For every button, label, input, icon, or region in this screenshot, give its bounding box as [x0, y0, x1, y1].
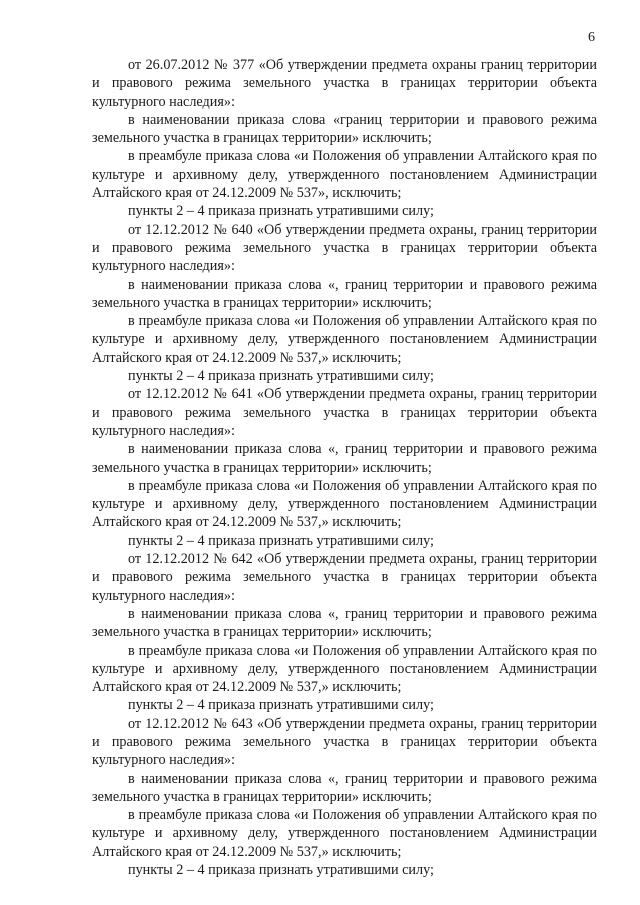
paragraph: от 12.12.2012 № 640 «Об утверждении предмета охраны, границ территории и правового режима земельного участка в границах территории объекта культурного наследия»: [92, 221, 597, 275]
paragraph: в преамбуле приказа слова «и Положения об управлении Алтайского края по культуре и архивному делу, утвержденного постановлением Администрации Алтайского края от 24.12.2009 № 537,» исключить; [92, 807, 597, 860]
paragraph: в наименовании приказа слова «границ территории и правового режима земельного участка в границах территории» исключить; [92, 111, 597, 147]
document-body [92, 56, 597, 879]
paragraph: пункты 2 – 4 приказа признать утратившими силу; [128, 862, 434, 879]
paragraph: от 12.12.2012 № 642 «Об утверждении предмета охраны, границ территории и правового режима земельного участка в границах территории объекта культурного наследия»: [92, 551, 597, 604]
paragraph: от 12.12.2012 № 641 «Об утверждении предмета охраны, границ территории и правового режима земельного участка в границах территории объекта культурного наследия»: [92, 386, 597, 439]
paragraph: пункты 2 – 4 приказа признать утратившими силу; [128, 203, 434, 220]
paragraph: в преамбуле приказа слова «и Положения об управлении Алтайского края по культуре и архивному делу, утвержденного постановлением Администрации Алтайского края от 24.12.2009 № 537», исключить; [92, 148, 597, 202]
paragraph: в наименовании приказа слова «, границ территории и правового режима земельного участка в границах территории» исключить; [92, 605, 597, 641]
paragraph: от 12.12.2012 № 643 «Об утверждении предмета охраны, границ территории и правового режима земельного участка в границах территории объекта культурного наследия»: [92, 715, 597, 769]
paragraph: пункты 2 – 4 приказа признать утратившими силу; [128, 532, 434, 549]
paragraph: пункты 2 – 4 приказа признать утратившими силу; [128, 368, 434, 385]
paragraph: в наименовании приказа слова «, границ территории и правового режима земельного участка в границах территории» исключить; [92, 276, 597, 311]
paragraph: от 26.07.2012 № 377 «Об утверждении предмета охраны границ территории и правового режима земельного участка в границах территории объекта культурного наследия»: [92, 57, 597, 110]
paragraph: в преамбуле приказа слова «и Положения об управлении Алтайского края по культуре и архивному делу, утвержденного постановлением Администрации Алтайского края от 24.12.2009 № 537,» исключить; [92, 477, 597, 531]
paragraph: в преамбуле приказа слова «и Положения об управлении Алтайского края по культуре и архивному делу, утвержденного постановлением Администрации Алтайского края от 24.12.2009 № 537,» исключить; [92, 313, 597, 366]
page-number: 6 [588, 30, 595, 45]
paragraph: пункты 2 – 4 приказа признать утратившими силу; [128, 697, 434, 714]
paragraph: в наименовании приказа слова «, границ территории и правового режима земельного участка в границах территории» исключить; [92, 770, 597, 805]
paragraph: в наименовании приказа слова «, границ территории и правового режима земельного участка в границах территории» исключить; [92, 441, 597, 476]
paragraph: в преамбуле приказа слова «и Положения об управлении Алтайского края по культуре и архивному делу, утвержденного постановлением Администрации Алтайского края от 24.12.2009 № 537,» исключить; [92, 642, 597, 696]
